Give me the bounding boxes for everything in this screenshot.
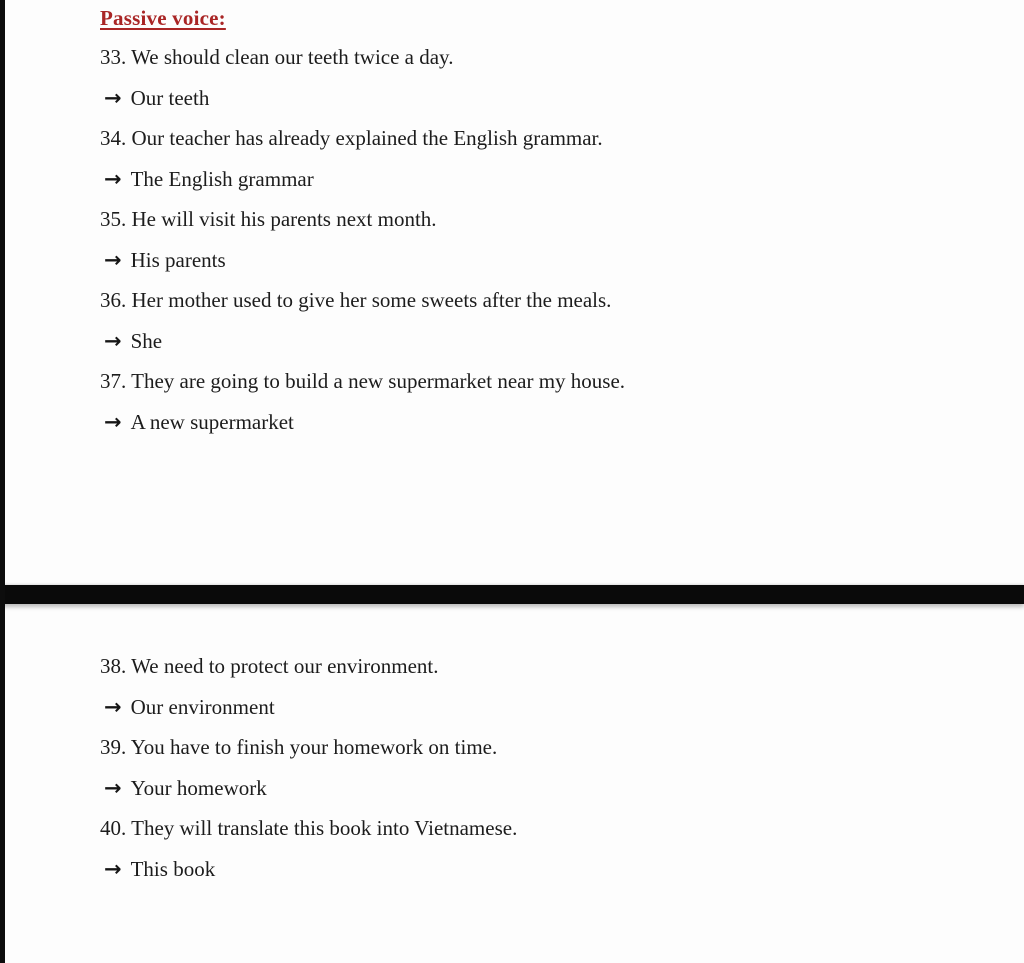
question-line-33: 33. We should clean our teeth twice a day. — [100, 45, 454, 69]
answer-line-39 — [100, 777, 1004, 799]
arrow-icon: → — [104, 247, 122, 272]
arrow-icon: → — [104, 856, 122, 881]
arrow-icon: → — [104, 328, 122, 353]
answer-text: Our teeth — [130, 85, 210, 110]
answer-text: Your homework — [130, 775, 267, 800]
question-line-38: 38. We need to protect our environment. — [100, 654, 439, 678]
answer-text: His parents — [130, 247, 226, 272]
answer-line-33 — [100, 87, 1004, 109]
question-line-35: 35. He will visit his parents next month. — [100, 207, 437, 231]
question-line-37: 37. They are going to build a new supermarket near my house. — [100, 369, 626, 393]
arrow-icon: → — [104, 409, 122, 434]
question-line-36: 36. Her mother used to give her some sweets after the meals. — [100, 288, 612, 312]
worksheet-heading: Passive voice: — [100, 6, 226, 30]
answer-text: Our environment — [130, 694, 275, 719]
answer-line-38 — [100, 696, 1004, 718]
question-line-40: 40. They will translate this book into Vietnamese. — [100, 816, 518, 840]
arrow-icon: → — [104, 775, 122, 800]
arrow-icon: → — [104, 85, 122, 110]
question-line-34: 34. Our teacher has already explained the English grammar. — [100, 126, 603, 150]
arrow-icon: → — [104, 166, 122, 191]
page-left-border — [0, 0, 5, 963]
page-bottom — [0, 604, 1024, 963]
answer-text: She — [130, 328, 163, 353]
answer-line-34 — [100, 168, 1004, 190]
answer-text: A new supermarket — [130, 409, 294, 434]
answer-line-36 — [100, 330, 1004, 352]
answer-line-35 — [100, 249, 1004, 271]
answer-text: The English grammar — [130, 166, 314, 191]
arrow-icon: → — [104, 694, 122, 719]
answer-text: This book — [130, 856, 216, 881]
page-separator — [0, 585, 1024, 604]
answer-line-37 — [100, 411, 1004, 433]
answer-line-40 — [100, 858, 1004, 880]
question-line-39: 39. You have to finish your homework on time. — [100, 735, 498, 759]
